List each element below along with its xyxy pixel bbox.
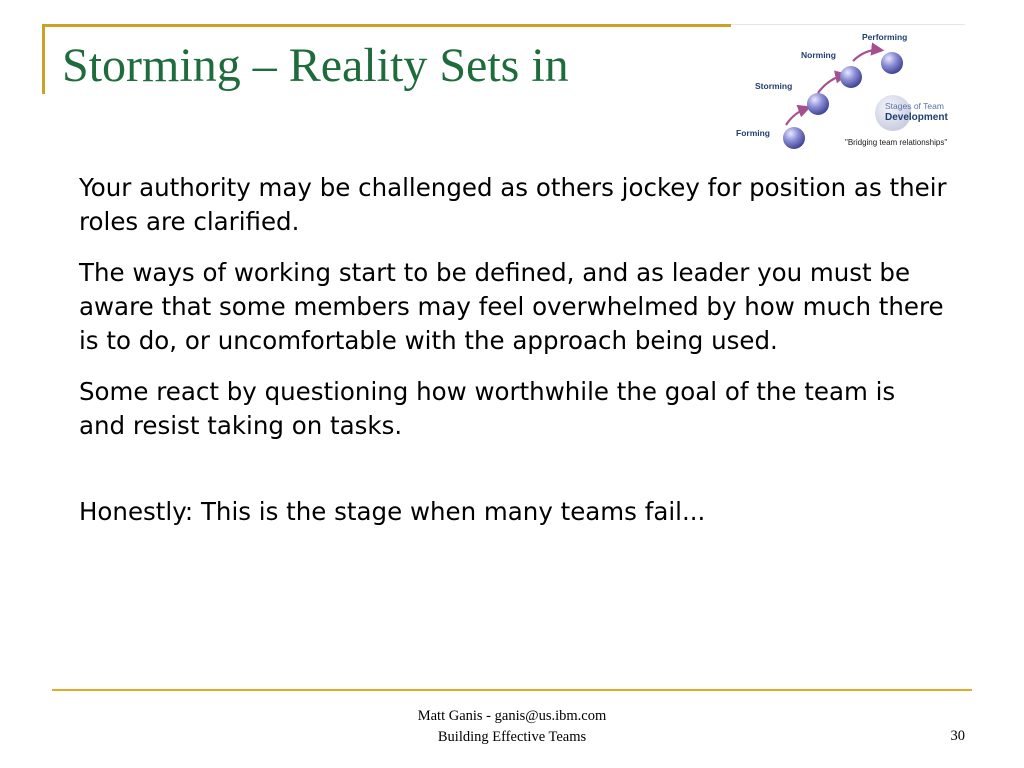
- slide-title: Storming – Reality Sets in: [62, 39, 569, 92]
- footer-divider: [52, 689, 972, 691]
- forming-to-storming-arrow: [786, 108, 807, 125]
- norming-to-performing-arrow: [853, 50, 880, 61]
- norming-sphere: [840, 66, 862, 88]
- storming-label: Storming: [755, 81, 793, 91]
- footer-course: Building Effective Teams: [437, 729, 587, 745]
- performing-label: Performing: [862, 32, 908, 42]
- norming-label: Norming: [801, 50, 836, 60]
- stages-tagline: "Bridging team relationships": [845, 138, 948, 147]
- footer-author: Matt Ganis - ganis@us.ibm.com: [417, 708, 607, 724]
- storming-sphere: [807, 93, 829, 115]
- body-paragraph-questioning-goal: Some react by questioning how worthwhile the goal of the team is and resist taking on tasks.: [79, 377, 896, 440]
- slide-body: [79, 171, 949, 546]
- page-number: 30: [950, 728, 965, 744]
- title-frame-left-bar: [42, 24, 45, 94]
- closing-remark: Honestly: This is the stage when many teams fail...: [79, 497, 706, 526]
- forming-label: Forming: [736, 128, 770, 138]
- title-frame-top-bar: [42, 24, 734, 27]
- slide-footer: [362, 706, 662, 748]
- body-paragraph-authority: Your authority may be challenged as others jockey for position as their roles are clarified.: [79, 173, 947, 236]
- stages-of-team-development-graphic: [731, 24, 965, 153]
- performing-sphere: [881, 52, 903, 74]
- stages-heading-line1: Stages of Team: [885, 101, 944, 111]
- stages-heading-line2: Development: [885, 112, 948, 123]
- forming-sphere: [783, 127, 805, 149]
- body-paragraph-ways-of-working: The ways of working start to be defined, and as leader you must be aware that some members may feel overwhelmed by how much there is to do, or uncomfortable with the approach being used.: [79, 258, 944, 355]
